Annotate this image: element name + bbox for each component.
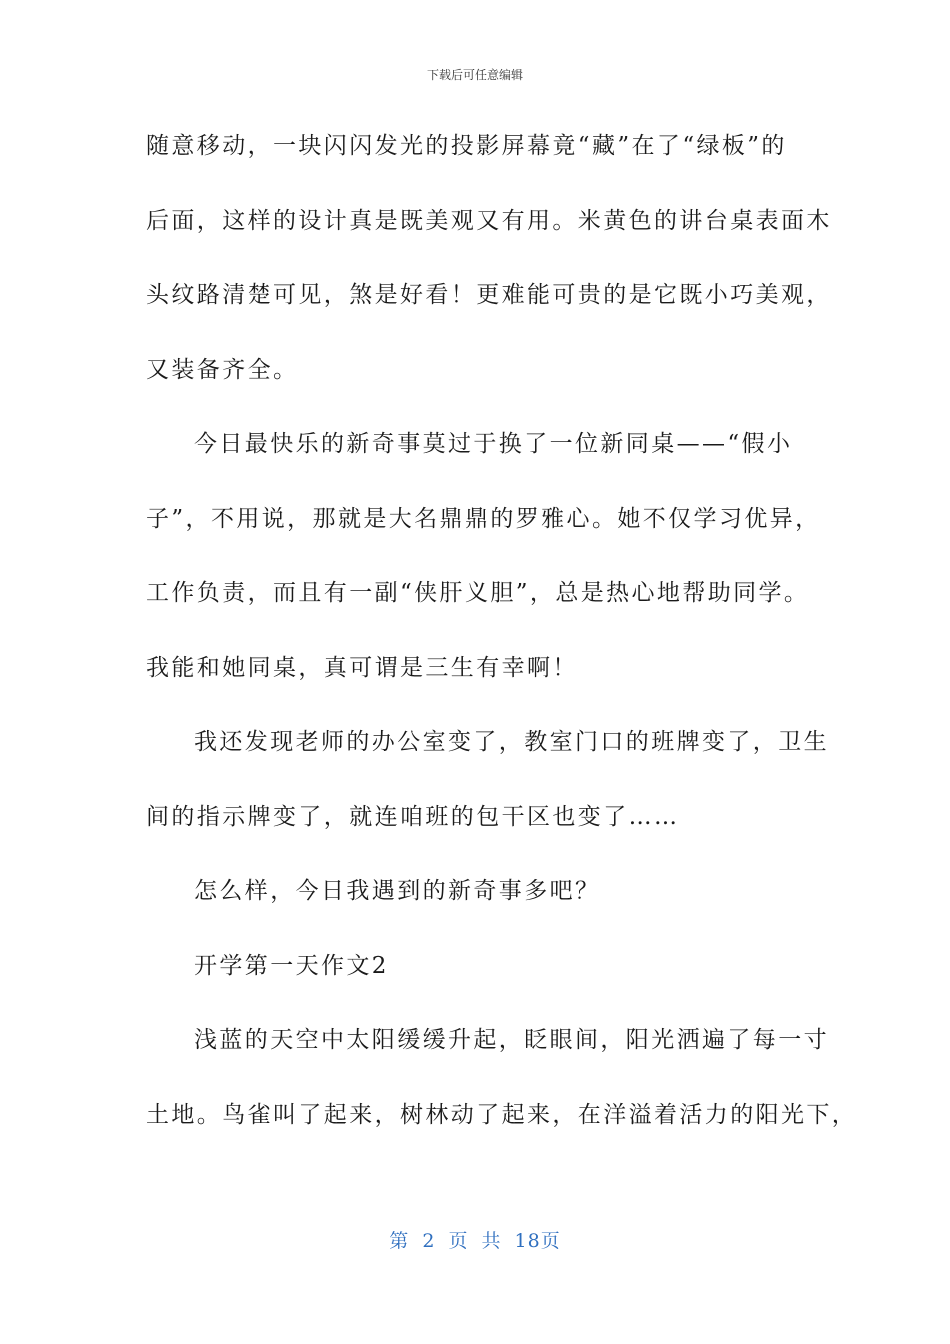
section-title: 开学第一天作文2 (194, 952, 389, 979)
text-line: 头纹路清楚可见，煞是好看！更难能可贵的是它既小巧美观， (146, 282, 832, 308)
text-line: 我能和她同桌，真可谓是三生有幸啊！ (146, 654, 578, 681)
text-line: 怎么样，今日我遇到的新奇事多吧？ (194, 878, 601, 904)
document-body (146, 118, 858, 1161)
text-line: 后面，这样的设计真是既美观又有用。米黄色的讲台桌表面木 (146, 207, 832, 234)
text-line: 我还发现老师的办公室变了，教室门口的班牌变了，卫生 (194, 729, 829, 755)
text-line: 工作负责，而且有一副“侠肝义胆”，总是热心地帮助同学。 (146, 580, 810, 606)
text-line: 间的指示牌变了，就连咱班的包干区也变了…… (146, 803, 680, 830)
page-header: 下载后可任意编辑 (426, 68, 523, 82)
text-line: 又装备齐全。 (146, 356, 299, 383)
text-line: 随意移动，一块闪闪发光的投影屏幕竟“藏”在了“绿板”的 (146, 133, 787, 159)
text-line: 浅蓝的天空中太阳缓缓升起，眨眼间，阳光洒遍了每一寸 (194, 1027, 829, 1053)
page-number: 第 2 页 共 18页 (389, 1230, 561, 1252)
text-line: 子”，不用说，那就是大名鼎鼎的罗雅心。她不仅学习优异， (146, 505, 821, 532)
text-line: 土地。鸟雀叫了起来，树林动了起来，在洋溢着活力的阳光下， (146, 1101, 858, 1128)
text-line: 今日最快乐的新奇事莫过于换了一位新同桌——“假小 (194, 431, 793, 457)
